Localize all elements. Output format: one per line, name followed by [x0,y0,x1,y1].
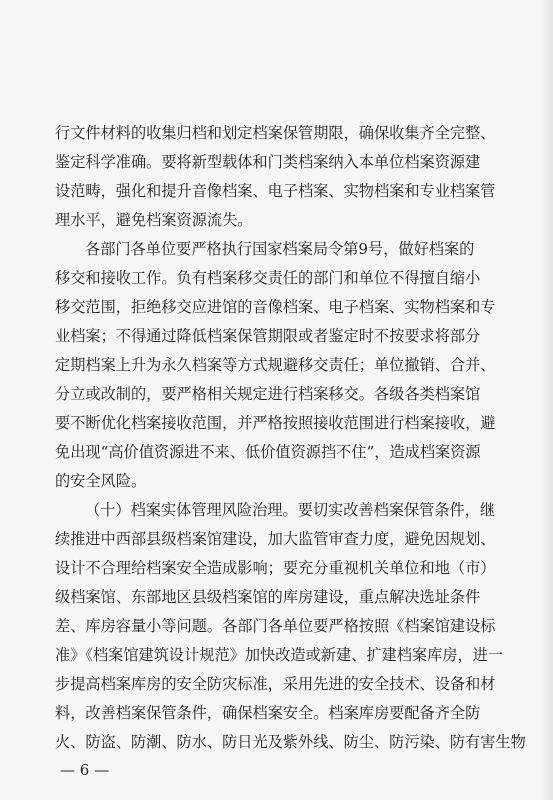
text-line: 要不断优化档案接收范围，并严格按照接收范围进行档案接收，避 [55,414,496,432]
text-line: 步提高档案库房的安全防灾标准，采用先进的安全技术、设备和材 [55,675,496,693]
text-line: 理水平，避免档案资源流失。 [55,211,253,229]
text-line: 料，改善档案保管条件，确保档案安全。档案库房要配备齐全防 [55,704,481,722]
text-line: 免出现“高价值资源进不来、低价值资源挡不住”，造成档案资源 [55,443,481,461]
text-line: 移交范围，拒绝移交应进馆的音像档案、电子档案、实物档案和专 [55,298,496,316]
text-line: 行文件材料的收集归档和划定档案保管期限，确保收集齐全完整、 [55,124,496,142]
page-number: — 6 — [60,761,110,779]
text-line: 设计不合理给档案安全造成影响；要充分重视机关单位和地（市） [55,559,496,577]
text-line: 差、库房容量小等问题。各部门各单位要严格按照《档案馆建设标 [55,617,496,635]
section-heading-line: （十）档案实体管理风险治理。要切实改善档案保管条件，继 [85,501,496,519]
text-line: 分立或改制的，要严格相关规定进行档案移交。各级各类档案馆 [55,385,481,403]
text-line: 定期档案上升为永久档案等方式规避移交责任；单位撤销、合并、 [55,356,496,374]
text-line: 的安全风险。 [55,472,147,490]
text-line: 准》《档案馆建筑设计规范》加快改造或新建、扩建档案库房，进一 [55,646,504,664]
text-line: 移交和接收工作。负有档案移交责任的部门和单位不得擅自缩小 [55,269,481,287]
text-line: 鉴定科学准确。要将新型载体和门类档案纳入本单位档案资源建 [55,153,481,171]
text-line: 火、防盗、防潮、防水、防日光及紫外线、防尘、防污染、防有害生物 [55,733,526,751]
text-line: 级档案馆、东部地区县级档案馆的库房建设，重点解决选址条件 [55,588,481,606]
paragraph-first-line: 各部门各单位要严格执行国家档案局令第9号，做好档案的 [85,240,475,258]
text-line: 续推进中西部县级档案馆建设，加大监管审查力度，避免因规划、 [55,530,496,548]
text-line: 业档案；不得通过降低档案保管期限或者鉴定时不按要求将部分 [55,327,481,345]
text-line: 设范畴，强化和提升音像档案、电子档案、实物档案和专业档案管 [55,182,496,200]
